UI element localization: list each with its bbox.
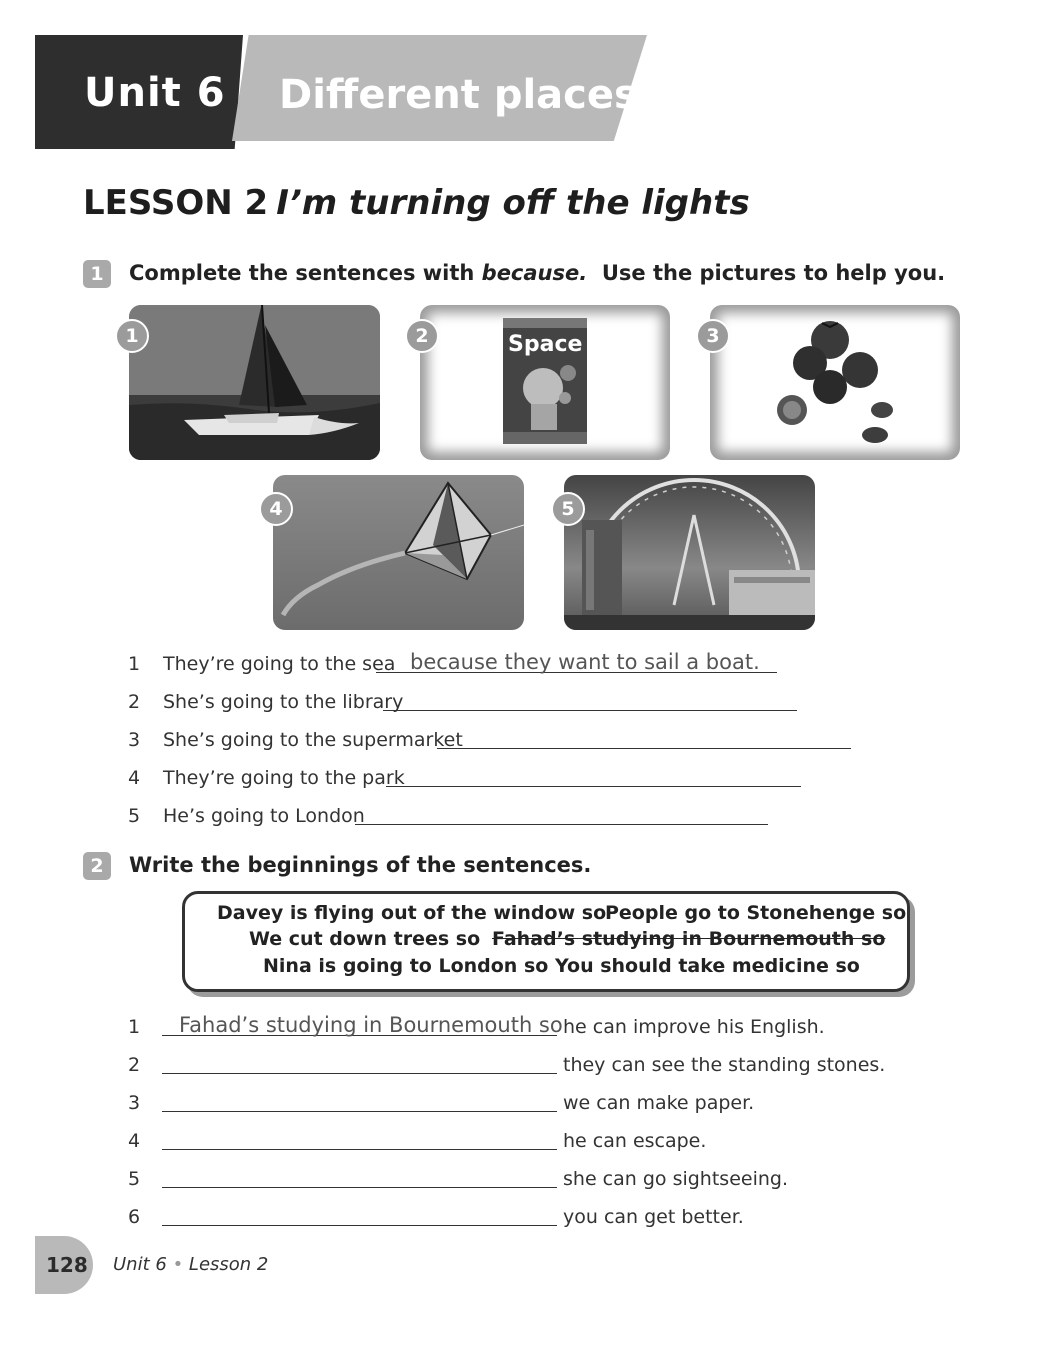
lesson-title: I’m turning off the lights: [276, 183, 750, 223]
ex2-sentence-3-answer-line[interactable]: [162, 1111, 557, 1112]
word-option-2: People go to Stonehenge so: [605, 902, 907, 924]
ex1-sentence-1-answer: because they want to sail a boat.: [410, 650, 760, 674]
ex1-sentence-4-answer-line[interactable]: [386, 786, 801, 787]
ex1-sentence-4-number: 4: [128, 767, 141, 789]
picture-3-badge: 3: [696, 319, 730, 353]
ex2-sentence-4-answer-line[interactable]: [162, 1149, 557, 1150]
picture-london-eye: [564, 475, 815, 630]
unit-title: Different places: [279, 72, 638, 118]
word-option-5: Nina is going to London so: [263, 955, 549, 977]
ex2-sentence-5-number: 5: [128, 1168, 141, 1190]
ex2-sentence-5-text: she can go sightseeing.: [563, 1168, 788, 1190]
lesson-heading: [83, 183, 750, 223]
ex2-sentence-1-text: he can improve his English.: [563, 1016, 825, 1038]
ex1-sentence-5-text: He’s going to London: [163, 805, 365, 827]
exercise-2-instruction: Write the beginnings of the sentences.: [129, 853, 592, 877]
ex2-sentence-3-text: we can make paper.: [563, 1092, 755, 1114]
picture-tomatoes: [710, 305, 960, 460]
word-option-1: Davey is flying out of the window so: [217, 902, 607, 924]
ex2-sentence-2-text: they can see the standing stones.: [563, 1054, 886, 1076]
picture-5-badge: 5: [551, 492, 585, 526]
ex1-sentence-2-text: She’s going to the library: [163, 691, 404, 713]
picture-space-book: [420, 305, 670, 460]
kite-image: [273, 475, 524, 630]
ex1-sentence-5-answer-line[interactable]: [355, 824, 768, 825]
page-number: 128: [46, 1253, 88, 1277]
ex1-sentence-5-number: 5: [128, 805, 141, 827]
picture-4-badge: 4: [259, 492, 293, 526]
ex1-sentence-1-text: They’re going to the sea: [163, 653, 396, 675]
lesson-label: LESSON 2: [83, 183, 269, 223]
ex2-sentence-6-text: you can get better.: [563, 1206, 744, 1228]
exercise-2-number: 2: [83, 852, 111, 880]
picture-2-badge: 2: [405, 319, 439, 353]
ex2-sentence-2-answer-line[interactable]: [162, 1073, 557, 1074]
ex2-sentence-6-answer-line[interactable]: [162, 1225, 557, 1226]
picture-sailboat: [129, 305, 380, 460]
tomatoes-image: [710, 305, 960, 460]
ex1-sentence-3-number: 3: [128, 729, 141, 751]
ex1-sentence-3-answer-line[interactable]: [437, 748, 851, 749]
ex2-sentence-4-text: he can escape.: [563, 1130, 707, 1152]
ex1-sentence-2-answer-line[interactable]: [383, 710, 797, 711]
ex2-sentence-2-number: 2: [128, 1054, 141, 1076]
ex2-sentence-4-number: 4: [128, 1130, 141, 1152]
picture-kite: [273, 475, 524, 630]
ex1-sentence-1-number: 1: [128, 653, 141, 675]
london-eye-image: [564, 475, 815, 630]
word-option-3: We cut down trees so: [249, 928, 481, 950]
unit-label: Unit 6: [84, 70, 226, 116]
book-title: Space: [508, 332, 583, 357]
ex2-sentence-5-answer-line[interactable]: [162, 1187, 557, 1188]
ex1-sentence-2-number: 2: [128, 691, 141, 713]
ex2-sentence-6-number: 6: [128, 1206, 141, 1228]
word-option-6: You should take medicine so: [555, 955, 860, 977]
ex2-sentence-3-number: 3: [128, 1092, 141, 1114]
exercise-1-number: 1: [83, 260, 111, 288]
sailboat-image: [129, 305, 380, 460]
word-option-4-crossed: Fahad’s studying in Bournemouth so: [492, 928, 886, 950]
picture-1-badge: 1: [115, 319, 149, 353]
exercise-1-instruction: Complete the sentences with because. Use the pictures to help you.: [129, 261, 946, 285]
ex1-sentence-4-text: They’re going to the park: [163, 767, 405, 789]
ex2-sentence-1-answer: Fahad’s studying in Bournemouth so: [179, 1013, 563, 1037]
ex2-sentence-1-number: 1: [128, 1016, 141, 1038]
ex1-sentence-3-text: She’s going to the supermarket: [163, 729, 463, 751]
footer-label: Unit 6 • Lesson 2: [113, 1254, 269, 1275]
